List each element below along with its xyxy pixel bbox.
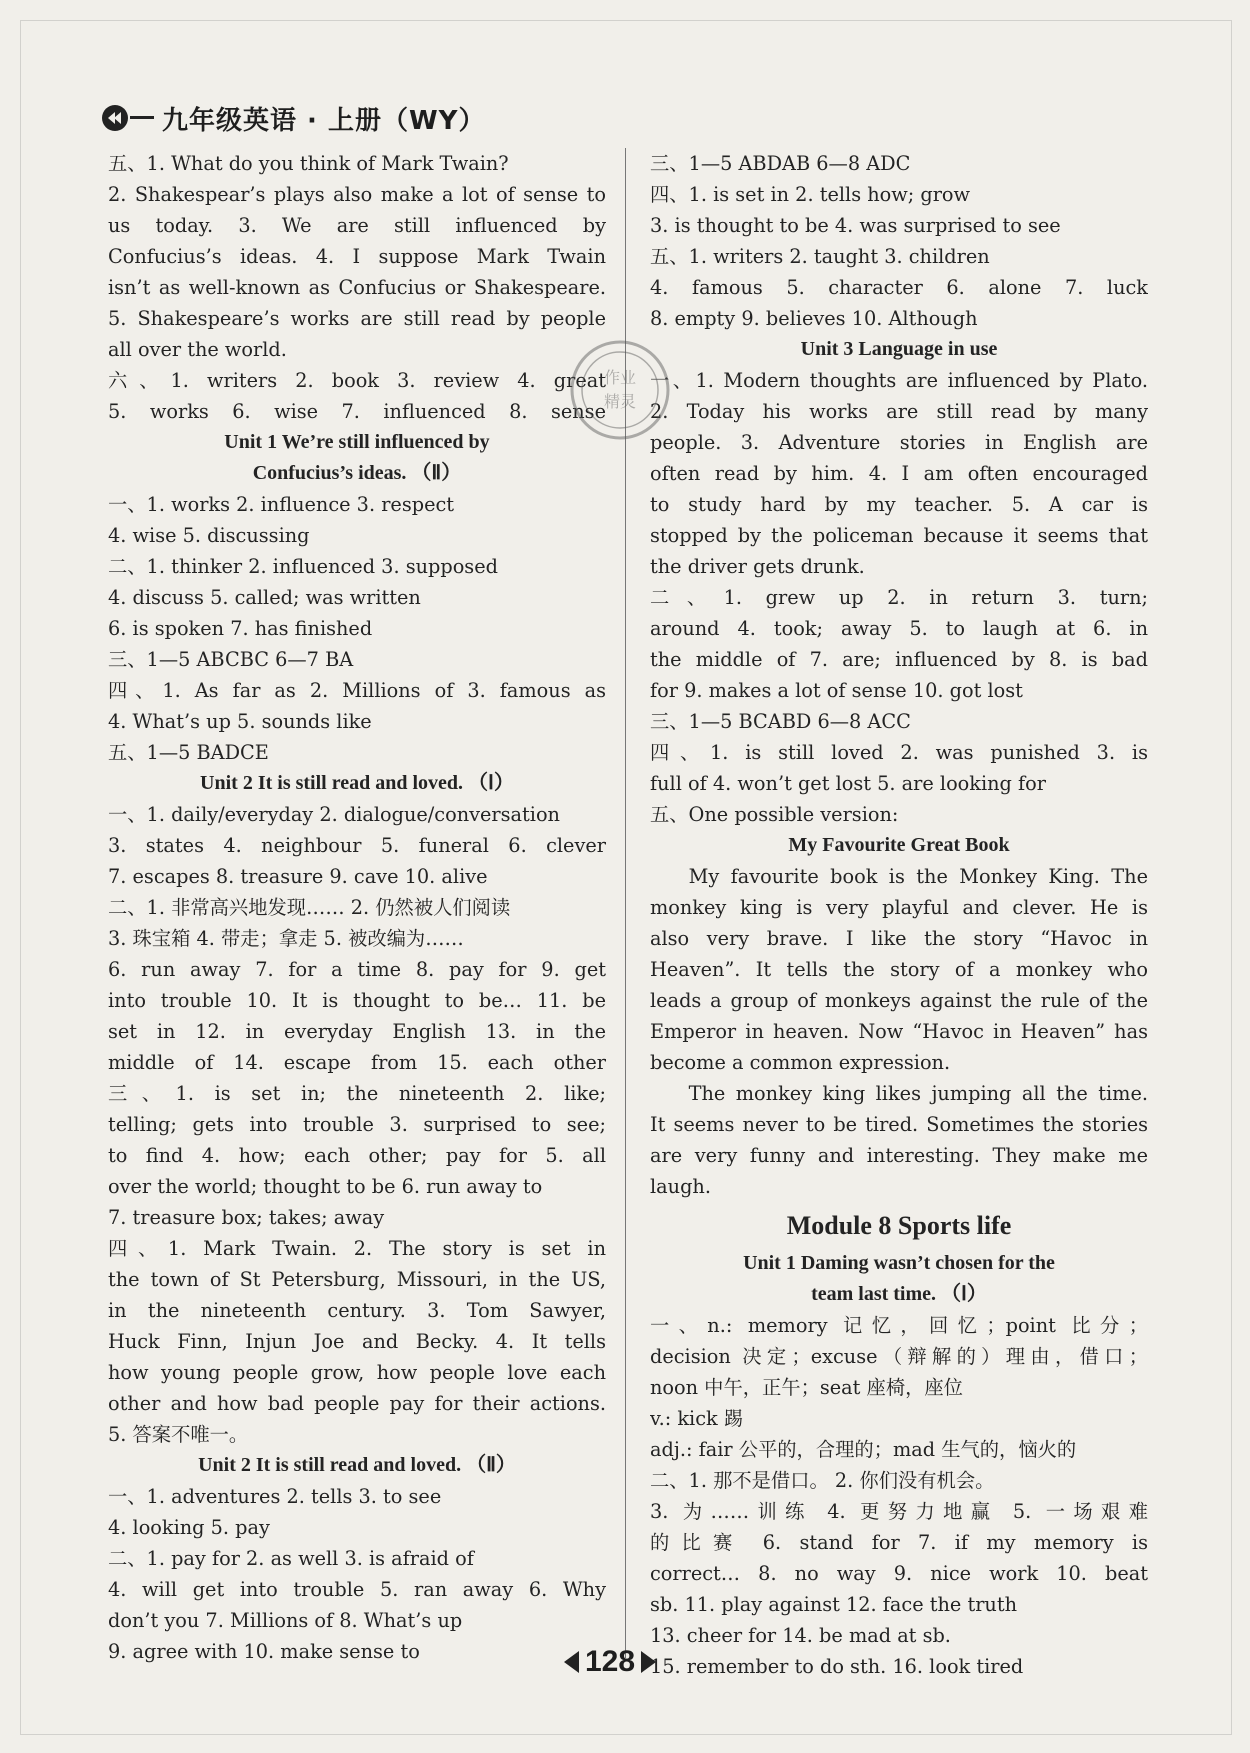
answer-line: 三、1. is set in; the nineteenth 2. like; [108, 1082, 606, 1105]
answer-line: people. 3. Adventure stories in English are [650, 431, 1148, 454]
answer-line: My favourite book is the Monkey King. The [688, 865, 1148, 888]
answer-line: 4. famous 5. character 6. alone 7. luck [650, 276, 1148, 299]
answer-line: 4. wise 5. discussing [108, 524, 310, 547]
section-heading: team last time. （Ⅰ） [811, 1283, 987, 1305]
answer-line: Emperor in heaven. Now “Havoc in Heaven” has [650, 1020, 1148, 1043]
answer-line: leads a group of monkeys against the rule of the [650, 989, 1148, 1012]
answer-line: are very funny and interesting. They make me [650, 1144, 1148, 1167]
answer-line: become a common expression. [650, 1051, 951, 1074]
answer-line: all over the world. [108, 338, 287, 361]
answer-line: 5. 答案不唯一。 [108, 1423, 249, 1446]
module-heading: Module 8 Sports life [786, 1211, 1012, 1240]
answer-line: 3. 为……训练 4. 更努力地赢 5. 一场艰难 [650, 1500, 1148, 1523]
section-heading: Unit 3 Language in use [800, 338, 998, 360]
answer-line: 6. is spoken 7. has finished [108, 617, 373, 640]
answer-line: don’t you 7. Millions of 8. What’s up [108, 1609, 463, 1632]
next-arrow-icon [641, 1651, 656, 1673]
answer-line: us today. 3. We are still influenced by [108, 214, 606, 237]
section-heading: Unit 1 We’re still influenced by [224, 431, 490, 453]
answer-line: 一、1. daily/everyday 2. dialogue/conversation [108, 803, 560, 826]
answer-line: 二、1. 那不是借口。 2. 你们没有机会。 [650, 1469, 995, 1492]
answer-line: 四、1. is set in 2. tells how; grow [650, 183, 971, 206]
answer-line: monkey king is very playful and clever. He is [650, 896, 1148, 919]
section-heading: Unit 2 It is still read and loved. （Ⅰ） [200, 772, 514, 794]
answer-line: 六、1. writers 2. book 3. review 4. great [108, 369, 606, 392]
answer-line: 7. treasure box; takes; away [108, 1206, 385, 1229]
answer-line: It seems never to be tired. Sometimes the stories [650, 1113, 1148, 1136]
answer-line: 3. 珠宝箱 4. 带走；拿走 5. 被改编为…… [108, 927, 464, 950]
answer-line: correct… 8. no way 9. nice work 10. beat [650, 1562, 1148, 1585]
answer-line: telling; gets into trouble 3. surprised to see; [108, 1113, 606, 1136]
answer-line: 15. remember to do sth. 16. look tired [650, 1655, 1024, 1678]
right-column [650, 148, 1148, 1682]
answer-line: 4. What’s up 5. sounds like [108, 710, 372, 733]
page-number [540, 1640, 680, 1684]
answer-line: 9. agree with 10. make sense to [108, 1640, 420, 1663]
answer-line: 四、1. Mark Twain. 2. The story is set in [108, 1237, 606, 1260]
answer-line: 4. will get into trouble 5. ran away 6. Why [108, 1578, 606, 1601]
answer-line: sb. 11. play against 12. face the truth [650, 1593, 1018, 1616]
answer-line: 2. Shakespear’s plays also make a lot of sense to [108, 183, 606, 206]
answer-line: 3. states 4. neighbour 5. funeral 6. clever [108, 834, 606, 857]
answer-line: 6. run away 7. for a time 8. pay for 9. get [108, 958, 606, 981]
left-column [108, 148, 606, 1667]
answer-line: 二、1. grew up 2. in return 3. turn; [650, 586, 1148, 609]
answer-line: 5. Shakespeare’s works are still read by people [108, 307, 606, 330]
rewind-icon [100, 103, 156, 133]
answer-line: 二、1. 非常高兴地发现…… 2. 仍然被人们阅读 [108, 896, 511, 919]
answer-line: full of 4. won’t get lost 5. are looking for [650, 772, 1046, 795]
answer-line: how young people grow, how people love each [108, 1361, 606, 1384]
answer-line: 一、1. works 2. influence 3. respect [108, 493, 455, 516]
answer-line: v.: kick 踢 [650, 1407, 744, 1430]
answer-line: Confucius’s ideas. 4. I suppose Mark Twain [108, 245, 606, 268]
answer-line: 五、1. writers 2. taught 3. children [650, 245, 990, 268]
answer-line: 13. cheer for 14. be mad at sb. [650, 1624, 951, 1647]
answer-line: 四、1. is still loved 2. was punished 3. is [650, 741, 1148, 764]
answer-line: often read by him. 4. I am often encouraged [650, 462, 1148, 485]
book-title: 九年级英语 · 上册（WY） [162, 105, 486, 136]
section-heading: My Favourite Great Book [788, 834, 1010, 856]
answer-line: 三、1—5 BCABD 6—8 ACC [650, 710, 911, 733]
answer-line: 4. looking 5. pay [108, 1516, 270, 1539]
answer-line: the driver gets drunk. [650, 555, 865, 578]
answer-line: 五、One possible version: [650, 803, 899, 826]
answer-line: 8. empty 9. believes 10. Although [650, 307, 978, 330]
answer-line: stopped by the policeman because it seems that [650, 524, 1148, 547]
answer-line: for 9. makes a lot of sense 10. got lost [650, 679, 1023, 702]
section-heading: Confucius’s ideas. （Ⅱ） [252, 462, 462, 484]
answer-line: 二、1. thinker 2. influenced 3. supposed [108, 555, 498, 578]
answer-line: Heaven”. It tells the story of a monkey who [650, 958, 1148, 981]
answer-line: 四、1. As far as 2. Millions of 3. famous as [108, 679, 606, 702]
answer-line: 3. is thought to be 4. was surprised to see [650, 214, 1061, 237]
answer-line: adj.: fair 公平的，合理的；mad 生气的，恼火的 [650, 1438, 1077, 1461]
answer-line: around 4. took; away 5. to laugh at 6. in [650, 617, 1148, 640]
answer-line: decision 决定；excuse（辩解的）理由，借口； [650, 1345, 1148, 1368]
page-number-text: 128 [584, 1645, 636, 1678]
svg-text:精灵: 精灵 [603, 392, 637, 411]
answer-line: 五、1—5 BADCE [108, 741, 269, 764]
answer-line: into trouble 10. It is thought to be… 11. be [108, 989, 606, 1012]
answer-line: 一、1. Modern thoughts are influenced by Plato. [650, 369, 1148, 392]
answer-line: Huck Finn, Injun Joe and Becky. 4. It tells [108, 1330, 606, 1353]
answer-line: the town of St Petersburg, Missouri, in the US, [108, 1268, 606, 1291]
answer-line: 的比赛 6. stand for 7. if my memory is [650, 1531, 1148, 1554]
answer-line: 5. works 6. wise 7. influenced 8. sense [108, 400, 606, 423]
svg-text:作业: 作业 [603, 368, 637, 387]
prev-arrow-icon [564, 1651, 579, 1673]
answer-line: other and how bad people pay for their actions. [108, 1392, 606, 1415]
answer-line: middle of 14. escape from 15. each other [108, 1051, 606, 1074]
answer-line: 二、1. pay for 2. as well 3. is afraid of [108, 1547, 474, 1570]
answer-line: The monkey king likes jumping all the time. [688, 1082, 1148, 1105]
section-heading: Unit 1 Daming wasn’t chosen for the [743, 1252, 1055, 1274]
answer-line: noon 中午，正午；seat 座椅，座位 [650, 1376, 963, 1399]
answer-line: in the nineteenth century. 3. Tom Sawyer, [108, 1299, 606, 1322]
answer-line: 一、1. adventures 2. tells 3. to see [108, 1485, 442, 1508]
answer-line: to find 4. how; each other; pay for 5. all [108, 1144, 606, 1167]
answer-line: 2. Today his works are still read by many [650, 400, 1148, 423]
answer-line: 4. discuss 5. called; was written [108, 586, 421, 609]
answer-line: over the world; thought to be 6. run away to [108, 1175, 543, 1198]
answer-line: 三、1—5 ABDAB 6—8 ADC [650, 152, 911, 175]
answer-line: 一、n.: memory 记忆，回忆；point 比分； [650, 1314, 1148, 1337]
section-heading: Unit 2 It is still read and loved. （Ⅱ） [198, 1454, 516, 1476]
answer-line: the middle of 7. are; influenced by 8. is bad [650, 648, 1148, 671]
answer-line: 三、1—5 ABCBC 6—7 BA [108, 648, 354, 671]
answer-line: to study hard by my teacher. 5. A car is [650, 493, 1148, 516]
page-header [100, 98, 700, 138]
answer-line: isn’t as well-known as Confucius or Shakespeare. [108, 276, 606, 299]
answer-line: 五、1. What do you think of Mark Twain? [108, 152, 509, 175]
answer-line: set in 12. in everyday English 13. in the [108, 1020, 606, 1043]
answer-line: also very brave. I like the story “Havoc in [650, 927, 1148, 950]
answer-line: laugh. [650, 1175, 711, 1198]
watermark-stamp-icon [565, 335, 675, 445]
answer-line: 7. escapes 8. treasure 9. cave 10. alive [108, 865, 488, 888]
